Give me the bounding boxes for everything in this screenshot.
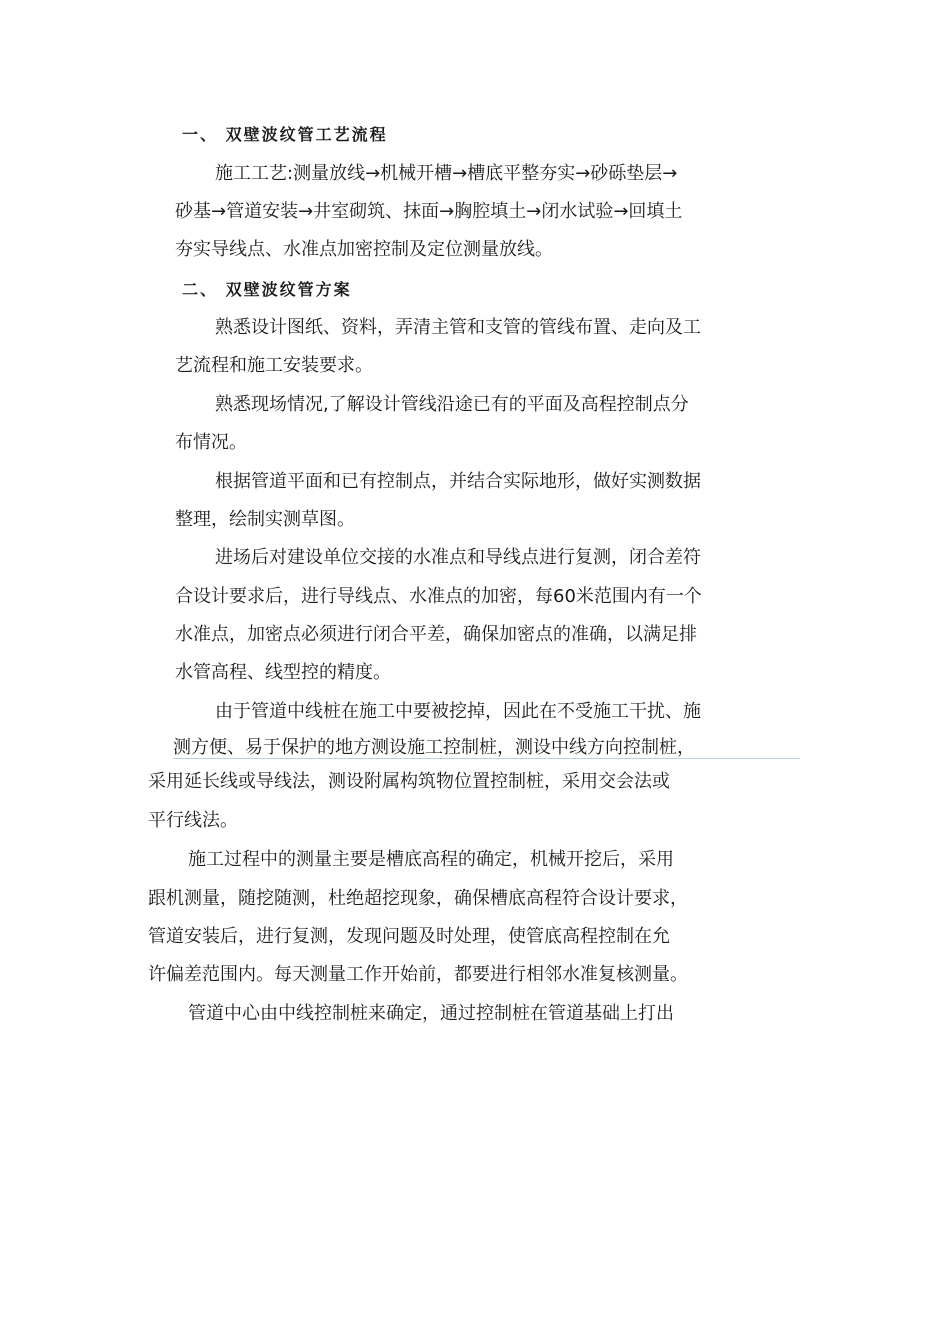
continuation-p7-line-1: 管道中心由中线控制桩来确定，通过控制桩在管道基础上打出 xyxy=(188,1003,674,1024)
section1-line-3: 夯实导线点、水准点加密控制及定位测量放线。 xyxy=(175,239,553,260)
section2-p4-line-1: 进场后对建设单位交接的水准点和导线点进行复测，闭合差符 xyxy=(215,547,701,568)
section2-p4-line-2: 合设计要求后，进行导线点、水准点的加密，每60米范围内有一个 xyxy=(175,586,702,607)
continuation-p6-line-3: 管道安装后，进行复测，发现问题及时处理，使管底高程控制在允 xyxy=(148,926,670,947)
section2-p5-line-2-clipped xyxy=(173,736,803,758)
continuation-p6-line-4: 许偏差范围内。每天测量工作开始前，都要进行相邻水准复核测量。 xyxy=(148,964,688,985)
section1-line-2: 砂基→管道安装→井室砌筑、抹面→胸腔填土→闭水试验→回填土 xyxy=(175,201,683,222)
section2-p1-line-2: 艺流程和施工安装要求。 xyxy=(175,355,373,376)
section2-p3-line-1: 根据管道平面和已有控制点，并结合实际地形，做好实测数据 xyxy=(215,471,701,492)
continuation-p6-line-1: 施工过程中的测量主要是槽底高程的确定，机械开挖后，采用 xyxy=(188,849,674,870)
page-separator xyxy=(173,758,800,759)
section2-p5-line-1: 由于管道中线桩在施工中要被挖掉，因此在不受施工干扰、施 xyxy=(215,701,701,722)
section2-heading: 二、 双壁波纹管方案 xyxy=(182,280,352,299)
section2-p5-line-2: 测方便、易于保护的地方测设施工控制桩，测设中线方向控制桩， xyxy=(173,737,695,758)
continuation-line-2: 平行线法。 xyxy=(148,810,238,831)
section1-line-1: 施工工艺:测量放线→机械开槽→槽底平整夯实→砂砾垫层→ xyxy=(215,163,678,184)
section2-p2-line-2: 布情况。 xyxy=(175,432,247,453)
section2-p2-line-1: 熟悉现场情况,了解设计管线沿途已有的平面及高程控制点分 xyxy=(215,394,689,415)
continuation-line-1: 采用延长线或导线法，测设附属构筑物位置控制桩，采用交会法或 xyxy=(148,771,670,792)
section2-p4-line-3: 水准点，加密点必须进行闭合平差，确保加密点的准确，以满足排 xyxy=(175,624,697,645)
section2-p4-line-4: 水管高程、线型控的精度。 xyxy=(175,662,391,683)
section2-p3-line-2: 整理，绘制实测草图。 xyxy=(175,509,355,530)
section1-heading: 一、 双壁波纹管工艺流程 xyxy=(182,125,388,144)
section2-p1-line-1: 熟悉设计图纸、资料，弄清主管和支管的管线布置、走向及工 xyxy=(215,317,701,338)
continuation-p6-line-2: 跟机测量，随挖随测，杜绝超挖现象，确保槽底高程符合设计要求， xyxy=(148,888,688,909)
